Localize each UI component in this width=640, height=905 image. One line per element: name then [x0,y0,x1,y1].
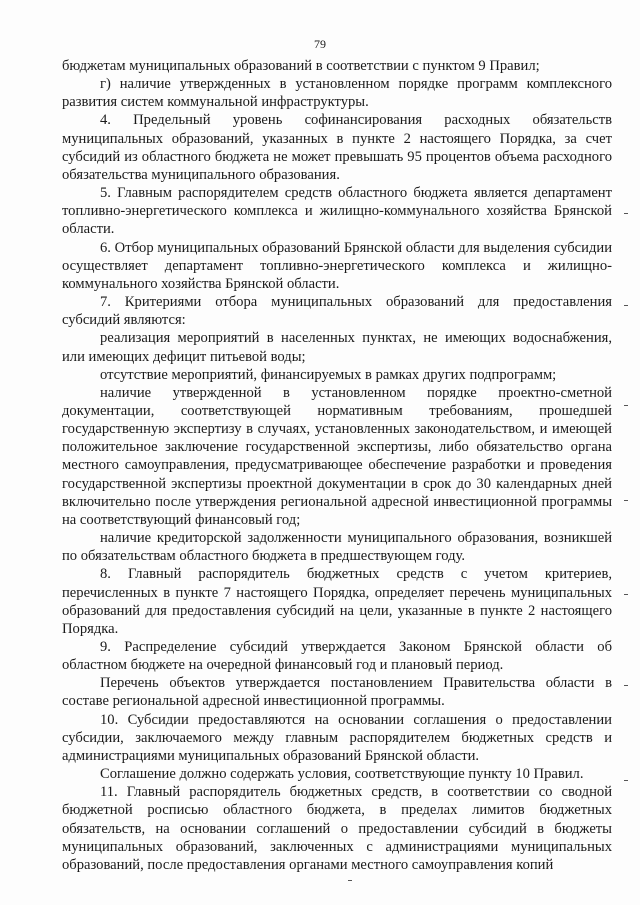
margin-mark [348,880,352,881]
document-body [62,57,612,874]
paragraph-11: 11. Главный распорядитель бюджетных средств, в соответствии со сводной бюджетной росписью областного бюджета, в пределах лимитов бюджетных обязательств, на основании соглашений о предоставлении субсидий в бюджеты муниципальных образований, заключенных с администрациями муниципальных образований, после предоставления органами местного самоуправления копий [62,784,612,873]
criterion-design-documentation: наличие утвержденной в установленном порядке проектно-сметной документации, соответствующей нормативным требованиям, прошедшей государственную экспертизу в случаях, установленных законодательством, и имеющей положительное заключение государственной экспертизы, либо обязательство органа местного самоуправления, предусматривающее обеспечение разработки и проведения государственной экспертизы проектной документации в срок до 30 календарных дней включительно после утверждения региональной адресной инвестиционной программы на соответствующий финансовый год; [62,384,612,528]
paragraph-3g: г) наличие утвержденных в установленном порядке программ комплексного развития систем коммунальной инфраструктуры. [62,76,612,111]
margin-mark [624,685,628,686]
margin-mark [624,213,628,214]
margin-mark [624,594,628,595]
paragraph-10: 10. Субсидии предоставляются на основании соглашения о предоставлении субсидии, заключаемого между главным распорядителем бюджетных средств и администрациями муниципальных образований Брянской области. [62,711,612,764]
paragraph-6: 6. Отбор муниципальных образований Брянской области для выделения субсидии осуществляет департамент топливно-энергетического комплекса и жилищно-коммунального хозяйства Брянской области. [62,239,612,292]
paragraph-agreement-terms: Соглашение должно содержать условия, соответствующие пункту 10 Правил. [100,766,584,783]
paragraph-4: 4. Предельный уровень софинансирования расходных обязательств муниципальных образований, указанных в пункте 2 настоящего Порядка, за счет субсидий из областного бюджета не может превышать 95 процентов объема расходного обязательства муниципального образования. [62,112,612,183]
paragraph-8: 8. Главный распорядитель бюджетных средств с учетом критериев, перечисленных в пункте 7 настоящего Порядка, определяет перечень муниципальных образований для предоставления субсидий на цели, указанные в пункте 2 настоящего Порядка. [62,566,612,637]
page-number: 79 [314,37,326,51]
margin-mark [624,780,628,781]
criterion-creditor-debt: наличие кредиторской задолженности муниципального образования, возникшей по обязательствам областного бюджета в предшествующем году. [62,530,612,565]
margin-mark [624,305,628,306]
margin-mark [624,405,628,406]
margin-mark [624,500,628,501]
criterion-no-other-programs: отсутствие мероприятий, финансируемых в рамках других подпрограмм; [100,366,557,383]
paragraph-5: 5. Главным распорядителем средств областного бюджета является департамент топливно-энергетического комплекса и жилищно-коммунального хозяйства Брянской области. [62,185,612,238]
criterion-water-supply: реализация мероприятий в населенных пунктах, не имеющих водоснабжения, или имеющих дефицит питьевой воды; [62,330,612,365]
paragraph-7: 7. Критериями отбора муниципальных образований для предоставления субсидий являются: [62,294,612,329]
paragraph-objects-list: Перечень объектов утверждается постановлением Правительства области в составе региональной адресной инвестиционной программы. [62,675,612,710]
paragraph-continuation: бюджетам муниципальных образований в соответствии с пунктом 9 Правил; [62,58,540,74]
paragraph-9: 9. Распределение субсидий утверждается Законом Брянской области об областном бюджете на очередной финансовый год и плановый период. [62,639,612,674]
